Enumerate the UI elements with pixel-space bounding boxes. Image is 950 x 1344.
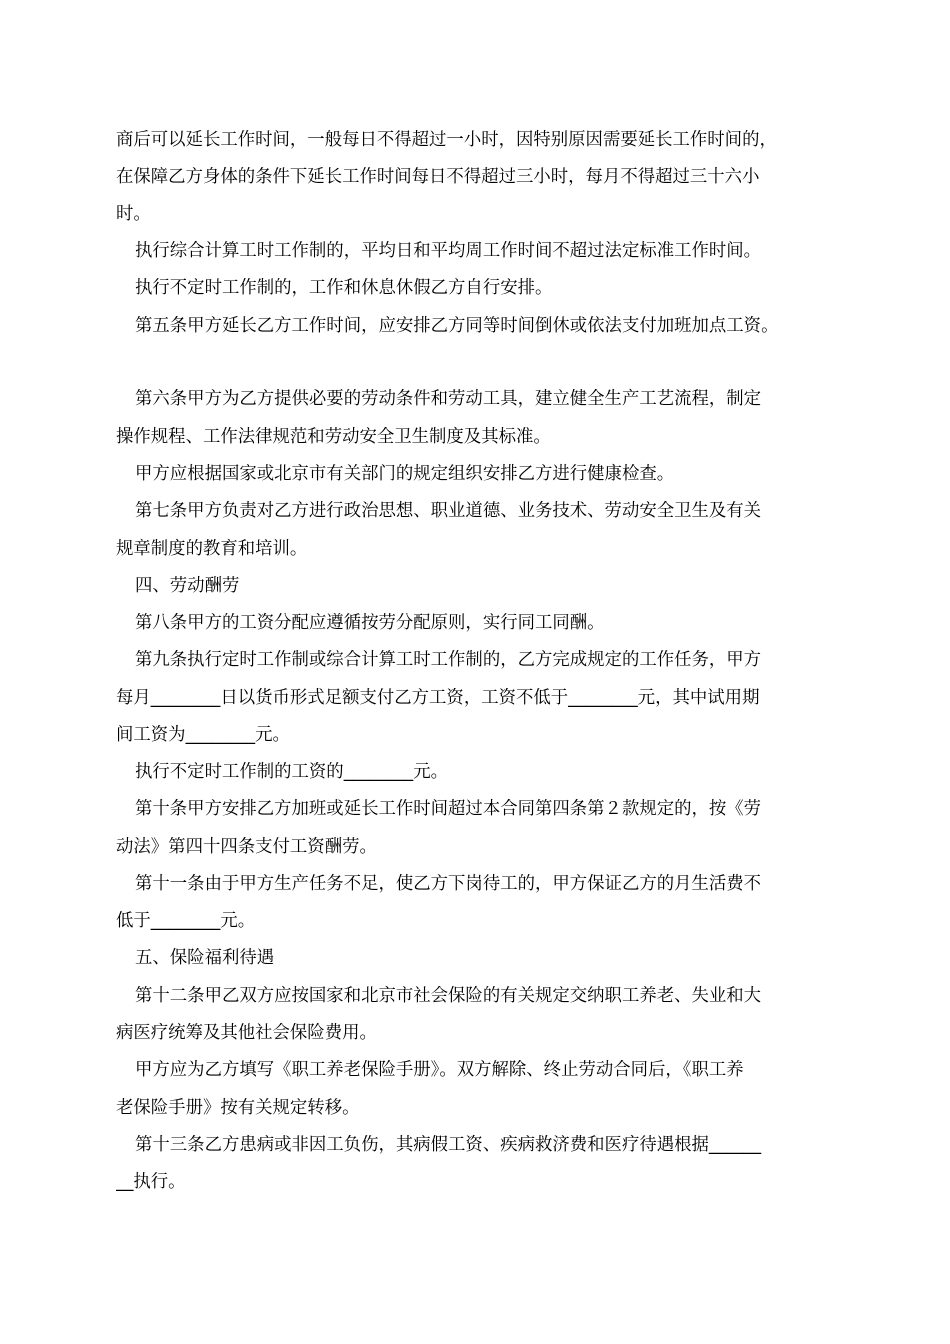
paragraph: 甲方应根据国家或北京市有关部门的规定组织安排乙方进行健康检查。 [135, 464, 675, 484]
text-line: 老保险手册》按有关规定转移。 [116, 1098, 360, 1118]
text-line: 在保障乙方身体的条件下延长工作时间每日不得超过三小时，每月不得超过三十六小 [116, 167, 760, 187]
article-5: 第五条甲方延长乙方工作时间，应安排乙方同等时间倒休或依法支付加班加点工资。 [135, 316, 779, 336]
article-9: 第九条执行定时工作制或综合计算工时工作制的，乙方完成规定的工作任务，甲方 [135, 650, 762, 670]
text-line: 动法》第四十四条支付工资酬劳。 [116, 837, 377, 857]
text-line: 间工资为________元。 [116, 725, 290, 745]
paragraph: 执行综合计算工时工作制的，平均日和平均周工作时间不超过法定标准工作时间。 [135, 241, 762, 261]
text-line: 低于________元。 [116, 911, 256, 931]
article-13: 第十三条乙方患病或非因工负伤，其病假工资、疾病救济费和医疗待遇根据______ [135, 1135, 762, 1155]
paragraph: 执行不定时工作制的，工作和休息休假乙方自行安排。 [135, 278, 553, 298]
text-line: 商后可以延长工作时间，一般每日不得超过一小时，因特别原因需要延长工作时间的， [116, 130, 777, 150]
text-line: 时。 [116, 204, 151, 224]
section-heading-4: 四、劳动酬劳 [135, 576, 240, 596]
paragraph: 执行不定时工作制的工资的________元。 [135, 762, 449, 782]
paragraph: 甲方应为乙方填写《职工养老保险手册》。双方解除、终止劳动合同后，《职工养 [135, 1060, 744, 1080]
article-10: 第十条甲方安排乙方加班或延长工作时间超过本合同第四条第２款规定的，按《劳 [135, 799, 762, 819]
text-line: 规章制度的教育和培训。 [116, 539, 308, 559]
article-12: 第十二条甲乙双方应按国家和北京市社会保险的有关规定交纳职工养老、失业和大 [135, 986, 762, 1006]
article-8: 第八条甲方的工资分配应遵循按劳分配原则，实行同工同酬。 [135, 613, 605, 633]
section-heading-5: 五、保险福利待遇 [135, 948, 275, 968]
text-line: 每月________日以货币形式足额支付乙方工资，工资不低于________元，其中试用期 [116, 688, 760, 708]
article-11: 第十一条由于甲方生产任务不足，使乙方下岗待工的，甲方保证乙方的月生活费不 [135, 874, 762, 894]
text-line: 操作规程、工作法律规范和劳动安全卫生制度及其标准。 [116, 427, 551, 447]
text-line: __执行。 [116, 1172, 186, 1192]
article-6: 第六条甲方为乙方提供必要的劳动条件和劳动工具，建立健全生产工艺流程，制定 [135, 389, 762, 409]
article-7: 第七条甲方负责对乙方进行政治思想、职业道德、业务技术、劳动安全卫生及有关 [135, 501, 762, 521]
text-line: 病医疗统筹及其他社会保险费用。 [116, 1023, 377, 1043]
